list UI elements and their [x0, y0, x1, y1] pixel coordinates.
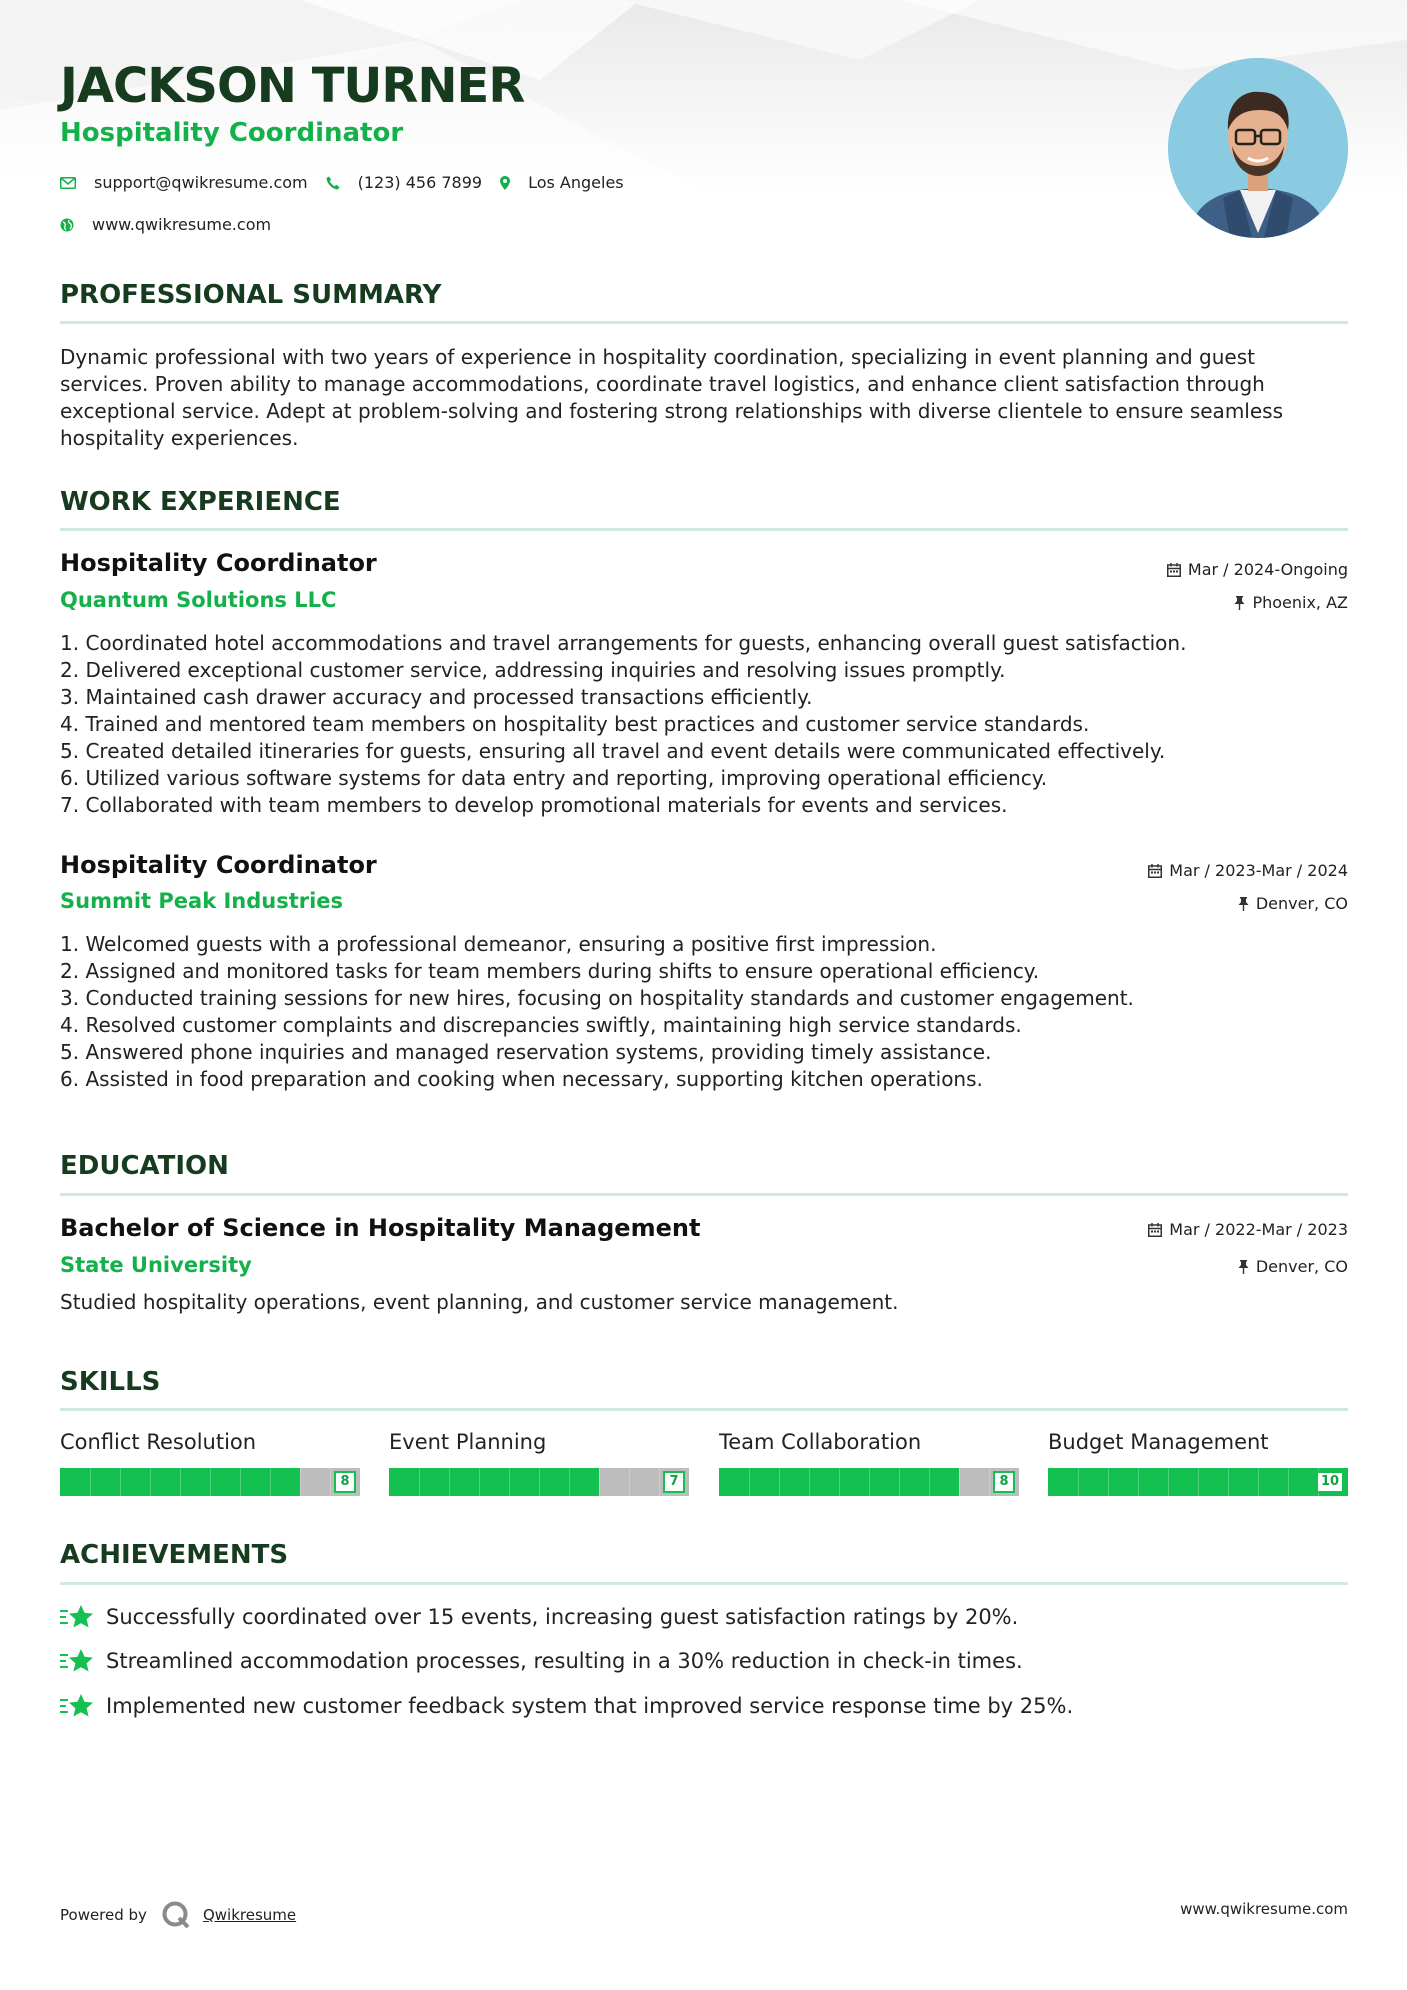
job-dates-text: Mar / 2024-Ongoing — [1187, 560, 1348, 579]
skill-level-badge: 8 — [334, 1471, 356, 1493]
skill-bar — [60, 1468, 360, 1496]
achievements-heading: ACHIEVEMENTS — [60, 1540, 289, 1570]
skill-bar-segment — [270, 1468, 271, 1496]
qwikresume-link[interactable]: Qwikresume — [202, 1906, 297, 1924]
skill-bar-segment — [929, 1468, 930, 1496]
skill-bar-fill — [389, 1468, 599, 1496]
skill-bar-segment — [1228, 1468, 1229, 1496]
skill-bar-segment — [1198, 1468, 1199, 1496]
calendar-icon — [1148, 1223, 1162, 1237]
skill-bar-segment — [989, 1468, 990, 1496]
phone-icon — [326, 176, 340, 190]
achievement-item — [60, 1693, 1073, 1719]
skill-bar-segment — [449, 1468, 450, 1496]
summary-text: Dynamic professional with two years of experience in hospitality coordination, specializing in event planning and guest services. Proven ability to manage accommodations, coordinate travel logistics, and enhance client satisfaction through exceptional service. Adept at problem-solving and fostering strong relationships with diverse clientele to ensure seamless hospitality experiences. — [60, 345, 1283, 450]
globe-icon — [60, 218, 74, 232]
pushpin-icon — [1238, 897, 1249, 911]
company-name: Quantum Solutions LLC — [60, 588, 337, 612]
skill-bar-segment — [749, 1468, 750, 1496]
qwikresume-logo-icon — [161, 1900, 191, 1930]
skills-divider — [60, 1408, 1348, 1411]
footer-website[interactable]: www.qwikresume.com — [1180, 1900, 1348, 1918]
email-item[interactable] — [60, 173, 308, 192]
education-location — [1238, 1257, 1348, 1276]
list-item: 2. Delivered exceptional customer service, addressing inquiries and resolving issues promptly. — [60, 658, 1006, 682]
skill-name: Team Collaboration — [719, 1430, 922, 1454]
job-location-text: Denver, CO — [1255, 894, 1348, 913]
phone-item[interactable] — [326, 173, 482, 192]
skill-bar-segment — [1108, 1468, 1109, 1496]
achievement-item — [60, 1648, 1023, 1674]
job-dates — [1148, 861, 1348, 880]
skill-bar-segment — [300, 1468, 301, 1496]
skill-bar-segment — [150, 1468, 151, 1496]
skill-bar-segment — [899, 1468, 900, 1496]
education-divider — [60, 1193, 1348, 1196]
skill-bar-segment — [839, 1468, 840, 1496]
pushpin-icon — [1234, 596, 1245, 610]
location-item — [500, 173, 624, 192]
skill-bar-segment — [90, 1468, 91, 1496]
skill-bar-segment — [809, 1468, 810, 1496]
calendar-icon — [1167, 563, 1181, 577]
skill-bar-segment — [479, 1468, 480, 1496]
experience-divider — [60, 528, 1348, 531]
list-item: 7. Collaborated with team members to develop promotional materials for events and services. — [60, 793, 1008, 817]
job-title: Hospitality Coordinator — [60, 851, 377, 879]
envelope-icon — [60, 177, 76, 189]
job-bullet-list — [60, 931, 1348, 1093]
profile-photo — [1168, 58, 1348, 238]
list-item: 2. Assigned and monitored tasks for team members during shifts to ensure operational efficiency. — [60, 959, 1040, 983]
skill-bar-segment — [330, 1468, 331, 1496]
job-location — [1234, 593, 1348, 612]
skill-bar-segment — [599, 1468, 600, 1496]
candidate-role: Hospitality Coordinator — [60, 118, 404, 148]
list-item: 5. Created detailed itineraries for guests, ensuring all travel and event details were communicated effectively. — [60, 739, 1166, 763]
contact-row — [60, 173, 642, 192]
skill-bar-segment — [539, 1468, 540, 1496]
list-item: 3. Maintained cash drawer accuracy and processed transactions efficiently. — [60, 685, 813, 709]
skill-name: Event Planning — [389, 1430, 547, 1454]
website-text: www.qwikresume.com — [92, 215, 272, 234]
achievement-text: Successfully coordinated over 15 events, increasing guest satisfaction ratings by 20%. — [106, 1605, 1019, 1629]
summary-heading: PROFESSIONAL SUMMARY — [60, 280, 442, 310]
skill-bar-segment — [779, 1468, 780, 1496]
skill-bar-segment — [1078, 1468, 1079, 1496]
skills-heading: SKILLS — [60, 1367, 161, 1397]
job-title: Hospitality Coordinator — [60, 549, 377, 577]
job-dates-text: Mar / 2023-Mar / 2024 — [1169, 861, 1348, 880]
star-icon — [60, 1693, 94, 1719]
skill-bar-segment — [240, 1468, 241, 1496]
skill-bar-segment — [959, 1468, 960, 1496]
education-location-text: Denver, CO — [1255, 1257, 1348, 1276]
skill-bar — [389, 1468, 689, 1496]
list-item: 4. Resolved customer complaints and discrepancies swiftly, maintaining high service standards. — [60, 1013, 1022, 1037]
location-text: Los Angeles — [528, 173, 624, 192]
company-name: Summit Peak Industries — [60, 889, 344, 913]
website-row — [60, 215, 289, 234]
degree-title: Bachelor of Science in Hospitality Management — [60, 1214, 701, 1242]
education-dates — [1148, 1220, 1348, 1239]
skill-bar-segment — [1168, 1468, 1169, 1496]
education-heading: EDUCATION — [60, 1151, 229, 1181]
education-description: Studied hospitality operations, event planning, and customer service management. — [60, 1290, 899, 1314]
map-pin-icon — [500, 176, 510, 190]
skill-level-badge: 10 — [1316, 1471, 1344, 1493]
skill-bar-segment — [869, 1468, 870, 1496]
skill-bar-segment — [120, 1468, 121, 1496]
skill-bar-segment — [569, 1468, 570, 1496]
achievement-text: Implemented new customer feedback system that improved service response time by 25%. — [106, 1694, 1074, 1718]
education-dates-text: Mar / 2022-Mar / 2023 — [1169, 1220, 1348, 1239]
job-dates — [1167, 560, 1348, 579]
powered-by-label: Powered by — [60, 1906, 147, 1924]
skill-bar-segment — [509, 1468, 510, 1496]
achievements-divider — [60, 1582, 1348, 1585]
skill-bar-segment — [1288, 1468, 1289, 1496]
list-item: 1. Coordinated hotel accommodations and travel arrangements for guests, enhancing overall guest satisfaction. — [60, 631, 1187, 655]
school-name: State University — [60, 1253, 252, 1277]
list-item: 4. Trained and mentored team members on hospitality best practices and customer service standards. — [60, 712, 1090, 736]
skill-bar-segment — [629, 1468, 630, 1496]
list-item: 6. Utilized various software systems for data entry and reporting, improving operational efficiency. — [60, 766, 1048, 790]
job-location — [1238, 894, 1348, 913]
skill-name: Conflict Resolution — [60, 1430, 257, 1454]
skill-bar-segment — [1258, 1468, 1259, 1496]
list-item: 1. Welcomed guests with a professional demeanor, ensuring a positive first impression. — [60, 932, 937, 956]
candidate-name: JACKSON TURNER — [60, 58, 525, 114]
skill-bar-segment — [419, 1468, 420, 1496]
star-icon — [60, 1604, 94, 1630]
skill-bar — [719, 1468, 1019, 1496]
footer-powered — [60, 1900, 296, 1930]
skill-bar-segment — [210, 1468, 211, 1496]
skill-name: Budget Management — [1048, 1430, 1269, 1454]
experience-heading: WORK EXPERIENCE — [60, 487, 341, 517]
summary-divider — [60, 321, 1348, 324]
job-bullet-list — [60, 630, 1348, 819]
list-item: 3. Conducted training sessions for new hires, focusing on hospitality standards and customer engagement. — [60, 986, 1134, 1010]
portrait-illustration — [1168, 58, 1348, 238]
list-item: 5. Answered phone inquiries and managed reservation systems, providing timely assistance. — [60, 1040, 992, 1064]
skill-level-badge: 8 — [993, 1471, 1015, 1493]
achievement-text: Streamlined accommodation processes, resulting in a 30% reduction in check-in times. — [106, 1649, 1023, 1673]
job-location-text: Phoenix, AZ — [1252, 593, 1348, 612]
website-item[interactable] — [60, 215, 271, 234]
skill-level-badge: 7 — [663, 1471, 685, 1493]
email-text: support@qwikresume.com — [94, 173, 308, 192]
skill-bar-segment — [180, 1468, 181, 1496]
phone-text: (123) 456 7899 — [357, 173, 483, 192]
skill-bar-segment — [1138, 1468, 1139, 1496]
list-item: 6. Assisted in food preparation and cooking when necessary, supporting kitchen operations. — [60, 1067, 983, 1091]
skill-bar — [1048, 1468, 1348, 1496]
achievement-item — [60, 1604, 1018, 1630]
pushpin-icon — [1238, 1260, 1249, 1274]
star-icon — [60, 1648, 94, 1674]
skill-bar-segment — [659, 1468, 660, 1496]
calendar-icon — [1148, 864, 1162, 878]
